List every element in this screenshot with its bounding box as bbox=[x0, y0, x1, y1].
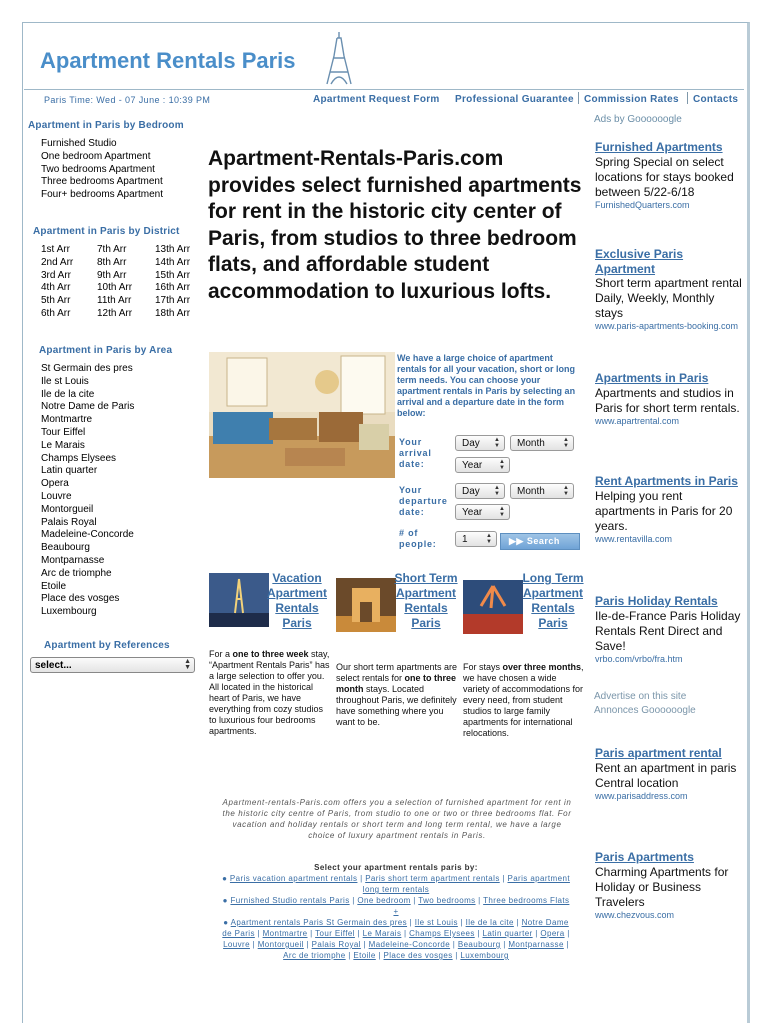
select-arrows-icon: ▲ ▼ bbox=[563, 437, 569, 449]
long-desc-post: , we have chosen a wide variety of accommodations for every need, from student studios to large family apartments for international relocations. bbox=[463, 662, 584, 738]
select-link[interactable]: Furnished Studio rentals Paris bbox=[230, 896, 350, 905]
references-select-value: select... bbox=[35, 660, 72, 671]
nav-apartment-request-form[interactable]: Apartment Request Form bbox=[313, 94, 440, 105]
area-link[interactable]: Arc de triomphe bbox=[41, 567, 112, 579]
area-link[interactable]: Montmartre bbox=[41, 414, 93, 426]
nav-contacts[interactable]: Contacts bbox=[693, 94, 739, 105]
vacation-desc-bold: one to three week bbox=[232, 649, 309, 659]
select-link[interactable]: Apartment rentals Paris St Germain des pres bbox=[230, 918, 408, 927]
select-link[interactable]: Notre Dame de Paris bbox=[222, 918, 569, 938]
area-link[interactable]: Place des vosges bbox=[41, 593, 120, 605]
district-link[interactable]: 18th Arr bbox=[155, 307, 191, 319]
select-link[interactable]: Luxembourg bbox=[460, 951, 509, 960]
ad-title-link[interactable]: Paris Apartments bbox=[595, 850, 694, 864]
select-arrows-icon: ▲ ▼ bbox=[563, 485, 569, 497]
ad-title-link[interactable]: Rent Apartments in Paris bbox=[595, 474, 738, 488]
short-desc-pre: Our short term apartments are select rentals for bbox=[336, 662, 458, 683]
select-arrows-icon: ▲ ▼ bbox=[499, 506, 505, 518]
departure-month-value: Month bbox=[517, 486, 545, 497]
moulin-rouge-photo bbox=[463, 580, 523, 634]
eiffel-night-photo bbox=[209, 573, 269, 627]
area-link[interactable]: Luxembourg bbox=[41, 606, 97, 618]
select-link[interactable]: Le Marais bbox=[362, 929, 402, 938]
area-link[interactable]: Notre Dame de Paris bbox=[41, 401, 135, 413]
ad-block bbox=[595, 850, 745, 921]
select-link[interactable]: Louvre bbox=[223, 940, 250, 949]
long-desc-bold: over three months bbox=[502, 662, 582, 672]
select-link[interactable]: Place des vosges bbox=[383, 951, 453, 960]
select-link[interactable]: Three bedrooms Flats + bbox=[393, 896, 570, 916]
sidebar-item-three-bedrooms[interactable]: Three bedrooms Apartment bbox=[41, 176, 163, 188]
long-term-description bbox=[463, 662, 585, 739]
short-desc-post: stays. Located throughout Paris, we definitely have something where you want to be. bbox=[336, 684, 457, 727]
ad-block bbox=[595, 140, 745, 211]
apartment-interior-photo bbox=[209, 352, 395, 478]
select-link[interactable]: Montmartre bbox=[262, 929, 308, 938]
ad-description: Helping you rent apartments in Paris for 20 years. bbox=[595, 488, 733, 533]
select-link[interactable]: Madeleine-Concorde bbox=[368, 940, 451, 949]
ad-title-link[interactable]: Paris apartment rental bbox=[595, 746, 722, 760]
vacation-rentals-link[interactable]: Vacation Apartment Rentals Paris bbox=[266, 571, 327, 630]
area-link[interactable]: Champs Elysees bbox=[41, 452, 117, 464]
select-link[interactable]: One bedroom bbox=[357, 896, 411, 905]
departure-day-value: Day bbox=[462, 486, 480, 497]
references-heading: Apartment by References bbox=[44, 640, 170, 651]
area-link[interactable]: Latin quarter bbox=[41, 465, 98, 477]
departure-day-select[interactable] bbox=[455, 483, 505, 499]
nav-separator bbox=[687, 92, 688, 104]
vacation-desc-pre: For a bbox=[209, 649, 233, 659]
nav-commission-rates[interactable]: Commission Rates bbox=[584, 94, 679, 105]
district-link[interactable]: 7th Arr bbox=[97, 244, 127, 255]
area-link[interactable]: Montparnasse bbox=[41, 554, 105, 566]
people-value: 1 bbox=[462, 534, 468, 545]
select-link[interactable]: Latin quarter bbox=[482, 929, 533, 938]
district-grid bbox=[41, 244, 205, 321]
district-link[interactable]: 6th Arr bbox=[41, 307, 71, 319]
ad-block bbox=[595, 594, 745, 665]
select-by-section bbox=[222, 862, 570, 961]
district-link[interactable]: 5th Arr bbox=[41, 295, 71, 307]
ad-description: Spring Special on select locations for stays booked between 5/22-6/18 bbox=[595, 154, 734, 199]
district-link[interactable]: 12th Arr bbox=[97, 307, 133, 319]
people-label: # of people: bbox=[399, 528, 437, 549]
district-link[interactable]: 4th Arr bbox=[41, 282, 71, 294]
ad-title-link[interactable]: Apartments in Paris bbox=[595, 371, 709, 385]
ad-url-link[interactable]: vrbo.com/vrbo/fra.htm bbox=[595, 653, 683, 664]
district-link[interactable]: 8th Arr bbox=[97, 256, 127, 268]
arrival-month-value: Month bbox=[517, 438, 545, 449]
district-link[interactable]: 2nd Arr bbox=[41, 256, 74, 268]
select-by-line-2: ● Furnished Studio rentals Paris | One bedroom | Two bedrooms | Three bedrooms Flats + bbox=[222, 896, 570, 916]
ad-description: Ile-de-France Paris Holiday Rentals Rent Direct and Save! bbox=[595, 608, 741, 653]
arrival-day-value: Day bbox=[462, 438, 480, 449]
long-desc-pre: For stays bbox=[463, 662, 503, 672]
ad-url-link[interactable]: www.parisaddress.com bbox=[595, 790, 688, 801]
paris-time: Paris Time: Wed - 07 June : 10:39 PM bbox=[44, 95, 211, 105]
select-link[interactable]: Paris vacation apartment rentals bbox=[229, 874, 358, 883]
long-term-rentals-link[interactable]: Long Term Apartment Rentals Paris bbox=[522, 571, 584, 630]
sidebar-item-two-bedrooms[interactable]: Two bedrooms Apartment bbox=[41, 163, 155, 175]
main-headline: Apartment-Rentals-Paris.com provides select furnished apartments for rent in the historic city center of Paris, from studios to three bedroom flats, and affordable student accommodation to luxurious lofts. bbox=[208, 147, 582, 303]
select-arrows-icon: ▲ ▼ bbox=[499, 459, 505, 471]
area-link[interactable]: St Germain des pres bbox=[41, 363, 133, 374]
select-link[interactable]: Etoile bbox=[353, 951, 376, 960]
departure-month-select[interactable] bbox=[510, 483, 574, 499]
select-arrows-icon: ▲ ▼ bbox=[494, 485, 500, 497]
ad-title-link[interactable]: Furnished Apartments bbox=[595, 140, 723, 154]
search-button-label: Search bbox=[526, 536, 560, 546]
select-by-line-1: ● Paris vacation apartment rentals | Paris short term apartment rentals | Paris apartment long term rentals bbox=[222, 874, 570, 894]
short-desc-bold: one to three month bbox=[336, 673, 457, 694]
sidebar-item-furnished-studio[interactable]: Furnished Studio bbox=[41, 138, 117, 149]
district-link[interactable]: 10th Arr bbox=[97, 282, 133, 294]
area-link[interactable]: Montorgueil bbox=[41, 503, 94, 515]
bedroom-list bbox=[41, 138, 163, 202]
area-link[interactable]: Palais Royal bbox=[41, 516, 97, 528]
ad-block bbox=[595, 371, 745, 427]
select-by-line-3: ● Apartment rentals Paris St Germain des pres | Ile st Louis | Ile de la cite | Notre Dame de Paris | Montmartre | Tour Eiffel | Le Marais | Champs Elysees | Latin quarter | Opera | Louvre | Montorgueil | Palais Royal | Madeleine-Concorde | Beaubourg | Montparnasse | Arc de triomphe | Etoile | Place des vosges | Luxembourg bbox=[222, 918, 570, 960]
select-link[interactable]: Tour Eiffel bbox=[315, 929, 355, 938]
area-link[interactable]: Ile de la cite bbox=[41, 388, 95, 400]
select-link[interactable]: Arc de triomphe bbox=[283, 951, 346, 960]
ad-block bbox=[595, 746, 745, 802]
eiffel-tower-logo-icon bbox=[320, 30, 358, 86]
footer-description: Apartment-rentals-Paris.com offers you a selection of furnished apartment for rent in the historic city centre of Paris, from studio to one or two or three bedrooms flat. For vacation and holiday rentals or short term and long term rental, we have a large choice of luxury apartment rentals in Paris. bbox=[222, 798, 572, 840]
ad-url-link[interactable]: www.apartrental.com bbox=[595, 415, 680, 426]
district-link[interactable]: 17th Arr bbox=[155, 295, 191, 307]
arrival-year-value: Year bbox=[462, 460, 483, 471]
ads-by-google-link[interactable]: Annonces Goooooogle bbox=[594, 705, 696, 716]
area-link[interactable]: Etoile bbox=[41, 580, 67, 592]
area-link[interactable]: Opera bbox=[41, 478, 69, 490]
area-link[interactable]: Le Marais bbox=[41, 439, 85, 451]
vacation-desc-post: stay, “Apartment Rentals Paris” has a large selection to offer you. All located in the historical heart of Paris, we have everything from cozy studios to luxurious four bedrooms apartments. bbox=[209, 649, 330, 736]
sidebar-item-one-bedroom[interactable]: One bedroom Apartment bbox=[41, 150, 151, 162]
ad-block bbox=[595, 474, 745, 545]
area-heading: Apartment in Paris by Area bbox=[39, 345, 173, 356]
select-link[interactable]: Ile st Louis bbox=[414, 918, 458, 927]
select-link[interactable]: Opera bbox=[540, 929, 565, 938]
select-link[interactable]: Paris apartment long term rentals bbox=[362, 874, 570, 894]
ad-title-link[interactable]: Paris Holiday Rentals bbox=[595, 594, 718, 608]
header-divider bbox=[24, 89, 744, 90]
area-list bbox=[41, 363, 134, 619]
district-heading: Apartment in Paris by District bbox=[33, 226, 180, 237]
arrival-day-select[interactable] bbox=[455, 435, 505, 451]
ad-description: Charming Apartments for Holiday or Business Travelers bbox=[595, 864, 729, 909]
advertise-links bbox=[594, 690, 696, 718]
select-by-heading: Select your apartment rentals paris by: bbox=[314, 863, 478, 872]
nav-professional-guarantee[interactable]: Professional Guarantee bbox=[455, 94, 574, 105]
district-link[interactable]: 14th Arr bbox=[155, 256, 191, 268]
district-link[interactable]: 11th Arr bbox=[97, 295, 132, 307]
intro-text: We have a large choice of apartment rentals for all your vacation, short or long term needs. You can choose your apartment rentals in Paris by selecting an arrival and a departure date in the form below: bbox=[397, 353, 576, 418]
area-link[interactable]: Ile st Louis bbox=[41, 375, 89, 387]
area-link[interactable]: Madeleine-Concorde bbox=[41, 529, 134, 541]
ad-url-link[interactable]: www.paris-apartments-booking.com bbox=[595, 321, 739, 331]
bedroom-heading: Apartment in Paris by Bedroom bbox=[28, 120, 184, 131]
vacation-description bbox=[209, 649, 331, 737]
ad-description: Rent an apartment in paris Central location bbox=[595, 760, 737, 790]
select-arrows-icon: ▲ ▼ bbox=[184, 658, 191, 671]
departure-year-select[interactable] bbox=[455, 504, 510, 520]
ad-url-link[interactable]: www.chezvous.com bbox=[595, 909, 675, 920]
ad-block bbox=[595, 247, 745, 332]
select-link[interactable]: Ile de la cite bbox=[465, 918, 514, 927]
select-link[interactable]: Champs Elysees bbox=[409, 929, 475, 938]
ad-description: Apartments and studios in Paris for short term rentals. bbox=[595, 385, 740, 415]
nav-separator bbox=[578, 92, 579, 104]
ads-by-label[interactable]: Ads by Goooooogle bbox=[594, 114, 682, 125]
site-title[interactable]: Apartment Rentals Paris bbox=[40, 48, 296, 73]
arrival-label: Your arrival date: bbox=[399, 437, 432, 469]
arrival-month-select[interactable] bbox=[510, 435, 574, 451]
search-button[interactable] bbox=[500, 533, 580, 550]
fast-forward-icon: ▶▶ bbox=[509, 536, 527, 546]
ad-description: Short term apartment rental Daily, Weekly, Monthly stays bbox=[595, 276, 742, 320]
district-link[interactable]: 9th Arr bbox=[97, 269, 127, 281]
select-link[interactable]: Montorgueil bbox=[257, 940, 304, 949]
departure-label: Your departure date: bbox=[399, 485, 448, 517]
district-link[interactable]: 16th Arr bbox=[155, 282, 191, 294]
departure-year-value: Year bbox=[462, 507, 483, 518]
district-link[interactable]: 1st Arr bbox=[41, 244, 70, 255]
area-link[interactable]: Beaubourg bbox=[41, 542, 90, 554]
select-link[interactable]: Two bedrooms bbox=[418, 896, 476, 905]
select-arrows-icon: ▲ ▼ bbox=[494, 437, 500, 449]
ad-title-link[interactable]: Exclusive Paris Apartment bbox=[595, 247, 684, 276]
select-arrows-icon: ▲ ▼ bbox=[486, 533, 492, 545]
select-link[interactable]: Palais Royal bbox=[311, 940, 361, 949]
sidebar-item-four-bedrooms[interactable]: Four+ bedrooms Apartment bbox=[41, 189, 164, 201]
references-select[interactable] bbox=[30, 657, 195, 673]
select-link[interactable]: Paris short term apartment rentals bbox=[365, 874, 500, 883]
area-link[interactable]: Tour Eiffel bbox=[41, 426, 86, 438]
short-term-description bbox=[336, 662, 458, 728]
arrival-year-select[interactable] bbox=[455, 457, 510, 473]
select-link[interactable]: Montparnasse bbox=[508, 940, 564, 949]
people-select[interactable] bbox=[455, 531, 497, 547]
district-link[interactable]: 3rd Arr bbox=[41, 269, 72, 281]
district-link[interactable]: 13th Arr bbox=[155, 244, 191, 255]
area-link[interactable]: Louvre bbox=[41, 490, 72, 502]
district-link[interactable]: 15th Arr bbox=[155, 269, 191, 281]
ad-url-link[interactable]: www.rentavilla.com bbox=[595, 533, 673, 544]
short-term-rentals-link[interactable]: Short Term Apartment Rentals Paris bbox=[394, 571, 458, 630]
select-link[interactable]: Beaubourg bbox=[457, 940, 501, 949]
ad-url-link[interactable]: FurnishedQuarters.com bbox=[595, 199, 690, 210]
advertise-link[interactable]: Advertise on this site bbox=[594, 691, 687, 702]
arc-de-triomphe-photo bbox=[336, 578, 396, 632]
